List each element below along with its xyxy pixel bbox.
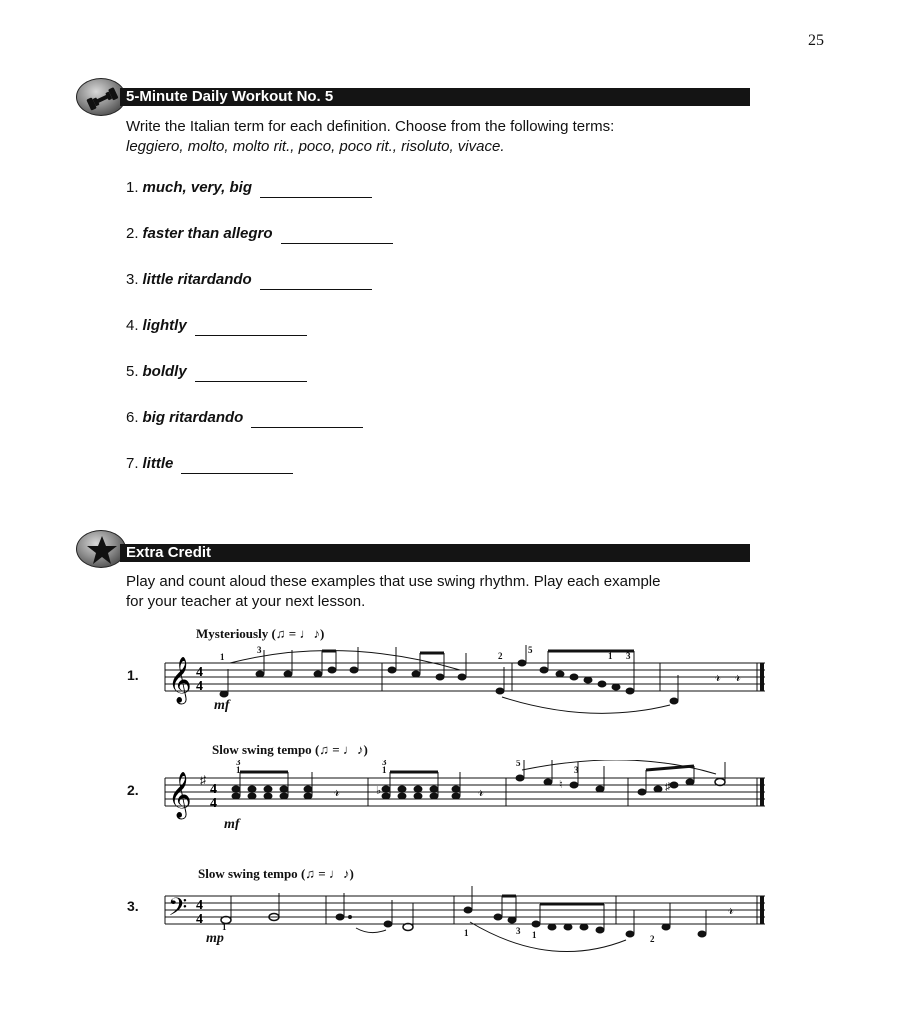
svg-text:𝓇: 𝓇	[728, 901, 734, 917]
answer-blank[interactable]	[260, 183, 372, 198]
star-badge	[76, 530, 126, 568]
svg-text:4: 4	[196, 679, 203, 694]
question-5	[126, 362, 307, 382]
answer-blank[interactable]	[181, 459, 293, 474]
svg-text:1: 1	[464, 928, 469, 938]
dynamic-marking: mp	[206, 931, 224, 946]
question-term: faster than allegro	[142, 225, 273, 242]
example-2-staff	[160, 760, 770, 830]
svg-text:1: 1	[382, 765, 387, 775]
answer-blank[interactable]	[251, 413, 363, 428]
example-3-staff	[160, 878, 770, 958]
question-term: lightly	[142, 317, 187, 334]
example-2-number: 2.	[127, 782, 139, 798]
example-1-staff	[160, 645, 770, 715]
svg-text:2: 2	[650, 934, 655, 944]
svg-text:4: 4	[196, 898, 203, 913]
svg-text:3: 3	[257, 645, 262, 655]
question-term: little	[142, 455, 174, 472]
question-number: 6.	[126, 409, 139, 426]
tempo-text: Slow swing tempo	[212, 742, 312, 757]
question-6	[126, 408, 363, 428]
svg-text:3: 3	[574, 765, 579, 775]
svg-text:4: 4	[210, 782, 217, 797]
svg-text:5: 5	[528, 645, 533, 655]
svg-text:5: 5	[516, 760, 521, 768]
svg-text:1: 1	[608, 651, 613, 661]
workout-instruction-line: Write the Italian term for each definition. Choose from the following terms:	[126, 118, 615, 135]
svg-text:3: 3	[236, 760, 241, 767]
svg-text:𝓇: 𝓇	[735, 668, 741, 684]
treble-clef-icon: 𝄞	[168, 772, 192, 818]
question-number: 4.	[126, 317, 139, 334]
extra-credit-instruction-line: Play and count aloud these examples that use swing rhythm. Play each example	[126, 573, 661, 590]
svg-text:4: 4	[196, 665, 203, 680]
example-1-tempo	[196, 626, 324, 642]
question-term: little ritardando	[142, 271, 252, 288]
question-term: much, very, big	[142, 179, 252, 196]
question-2	[126, 224, 393, 244]
swing-rhythm-icon: (♫ = ♩ ♪)	[300, 866, 354, 881]
tempo-text: Slow swing tempo	[198, 866, 298, 881]
svg-text:1: 1	[236, 765, 241, 775]
question-4	[126, 316, 307, 336]
question-number: 1.	[126, 179, 139, 196]
answer-blank[interactable]	[281, 229, 393, 244]
svg-text:3: 3	[626, 651, 631, 661]
example-3-number: 3.	[127, 898, 139, 914]
svg-text:4: 4	[210, 796, 217, 811]
question-number: 5.	[126, 363, 139, 380]
dumbbell-badge	[76, 78, 126, 116]
workout-title-bar: 5-Minute Daily Workout No. 5	[120, 88, 750, 106]
example-2-tempo	[212, 742, 368, 758]
answer-blank[interactable]	[195, 321, 307, 336]
workout-instructions	[126, 117, 746, 157]
svg-text:3: 3	[516, 926, 521, 936]
answer-blank[interactable]	[260, 275, 372, 290]
dynamic-marking: mf	[214, 698, 230, 713]
svg-text:𝓇: 𝓇	[715, 668, 721, 684]
question-3	[126, 270, 372, 290]
bass-clef-icon: 𝄢	[168, 893, 188, 928]
dynamic-marking: mf	[224, 817, 240, 830]
svg-text:𝓇: 𝓇	[478, 783, 484, 799]
question-number: 7.	[126, 455, 139, 472]
question-term: big ritardando	[142, 409, 244, 426]
treble-clef-icon: 𝄞	[168, 657, 192, 703]
question-term: boldly	[142, 363, 187, 380]
svg-text:1: 1	[222, 922, 227, 932]
svg-text:3: 3	[382, 760, 387, 767]
example-1-number: 1.	[127, 667, 139, 683]
extra-credit-title-bar: Extra Credit	[120, 544, 750, 562]
svg-text:1: 1	[532, 930, 537, 940]
svg-text:♭: ♭	[376, 785, 382, 797]
svg-text:4: 4	[196, 912, 203, 927]
svg-text:2: 2	[498, 651, 503, 661]
svg-text:♯: ♯	[665, 781, 671, 793]
question-7	[126, 454, 293, 474]
svg-text:1: 1	[220, 652, 225, 662]
workout-terms-list: leggiero, molto, molto rit., poco, poco rit., risoluto, vivace.	[126, 138, 505, 155]
question-number: 3.	[126, 271, 139, 288]
swing-rhythm-icon: (♫ = ♩ ♪)	[271, 626, 325, 641]
question-number: 2.	[126, 225, 139, 242]
page-number: 25	[808, 32, 824, 49]
sharp-icon: ♯	[200, 773, 206, 787]
svg-text:𝓇: 𝓇	[334, 783, 340, 799]
tempo-text: Mysteriously	[196, 626, 269, 641]
extra-credit-instruction-line: for your teacher at your next lesson.	[126, 593, 366, 610]
extra-credit-instructions	[126, 572, 746, 612]
svg-text:♮: ♮	[559, 779, 563, 791]
question-1	[126, 178, 372, 198]
swing-rhythm-icon: (♫ = ♩ ♪)	[314, 742, 368, 757]
answer-blank[interactable]	[195, 367, 307, 382]
